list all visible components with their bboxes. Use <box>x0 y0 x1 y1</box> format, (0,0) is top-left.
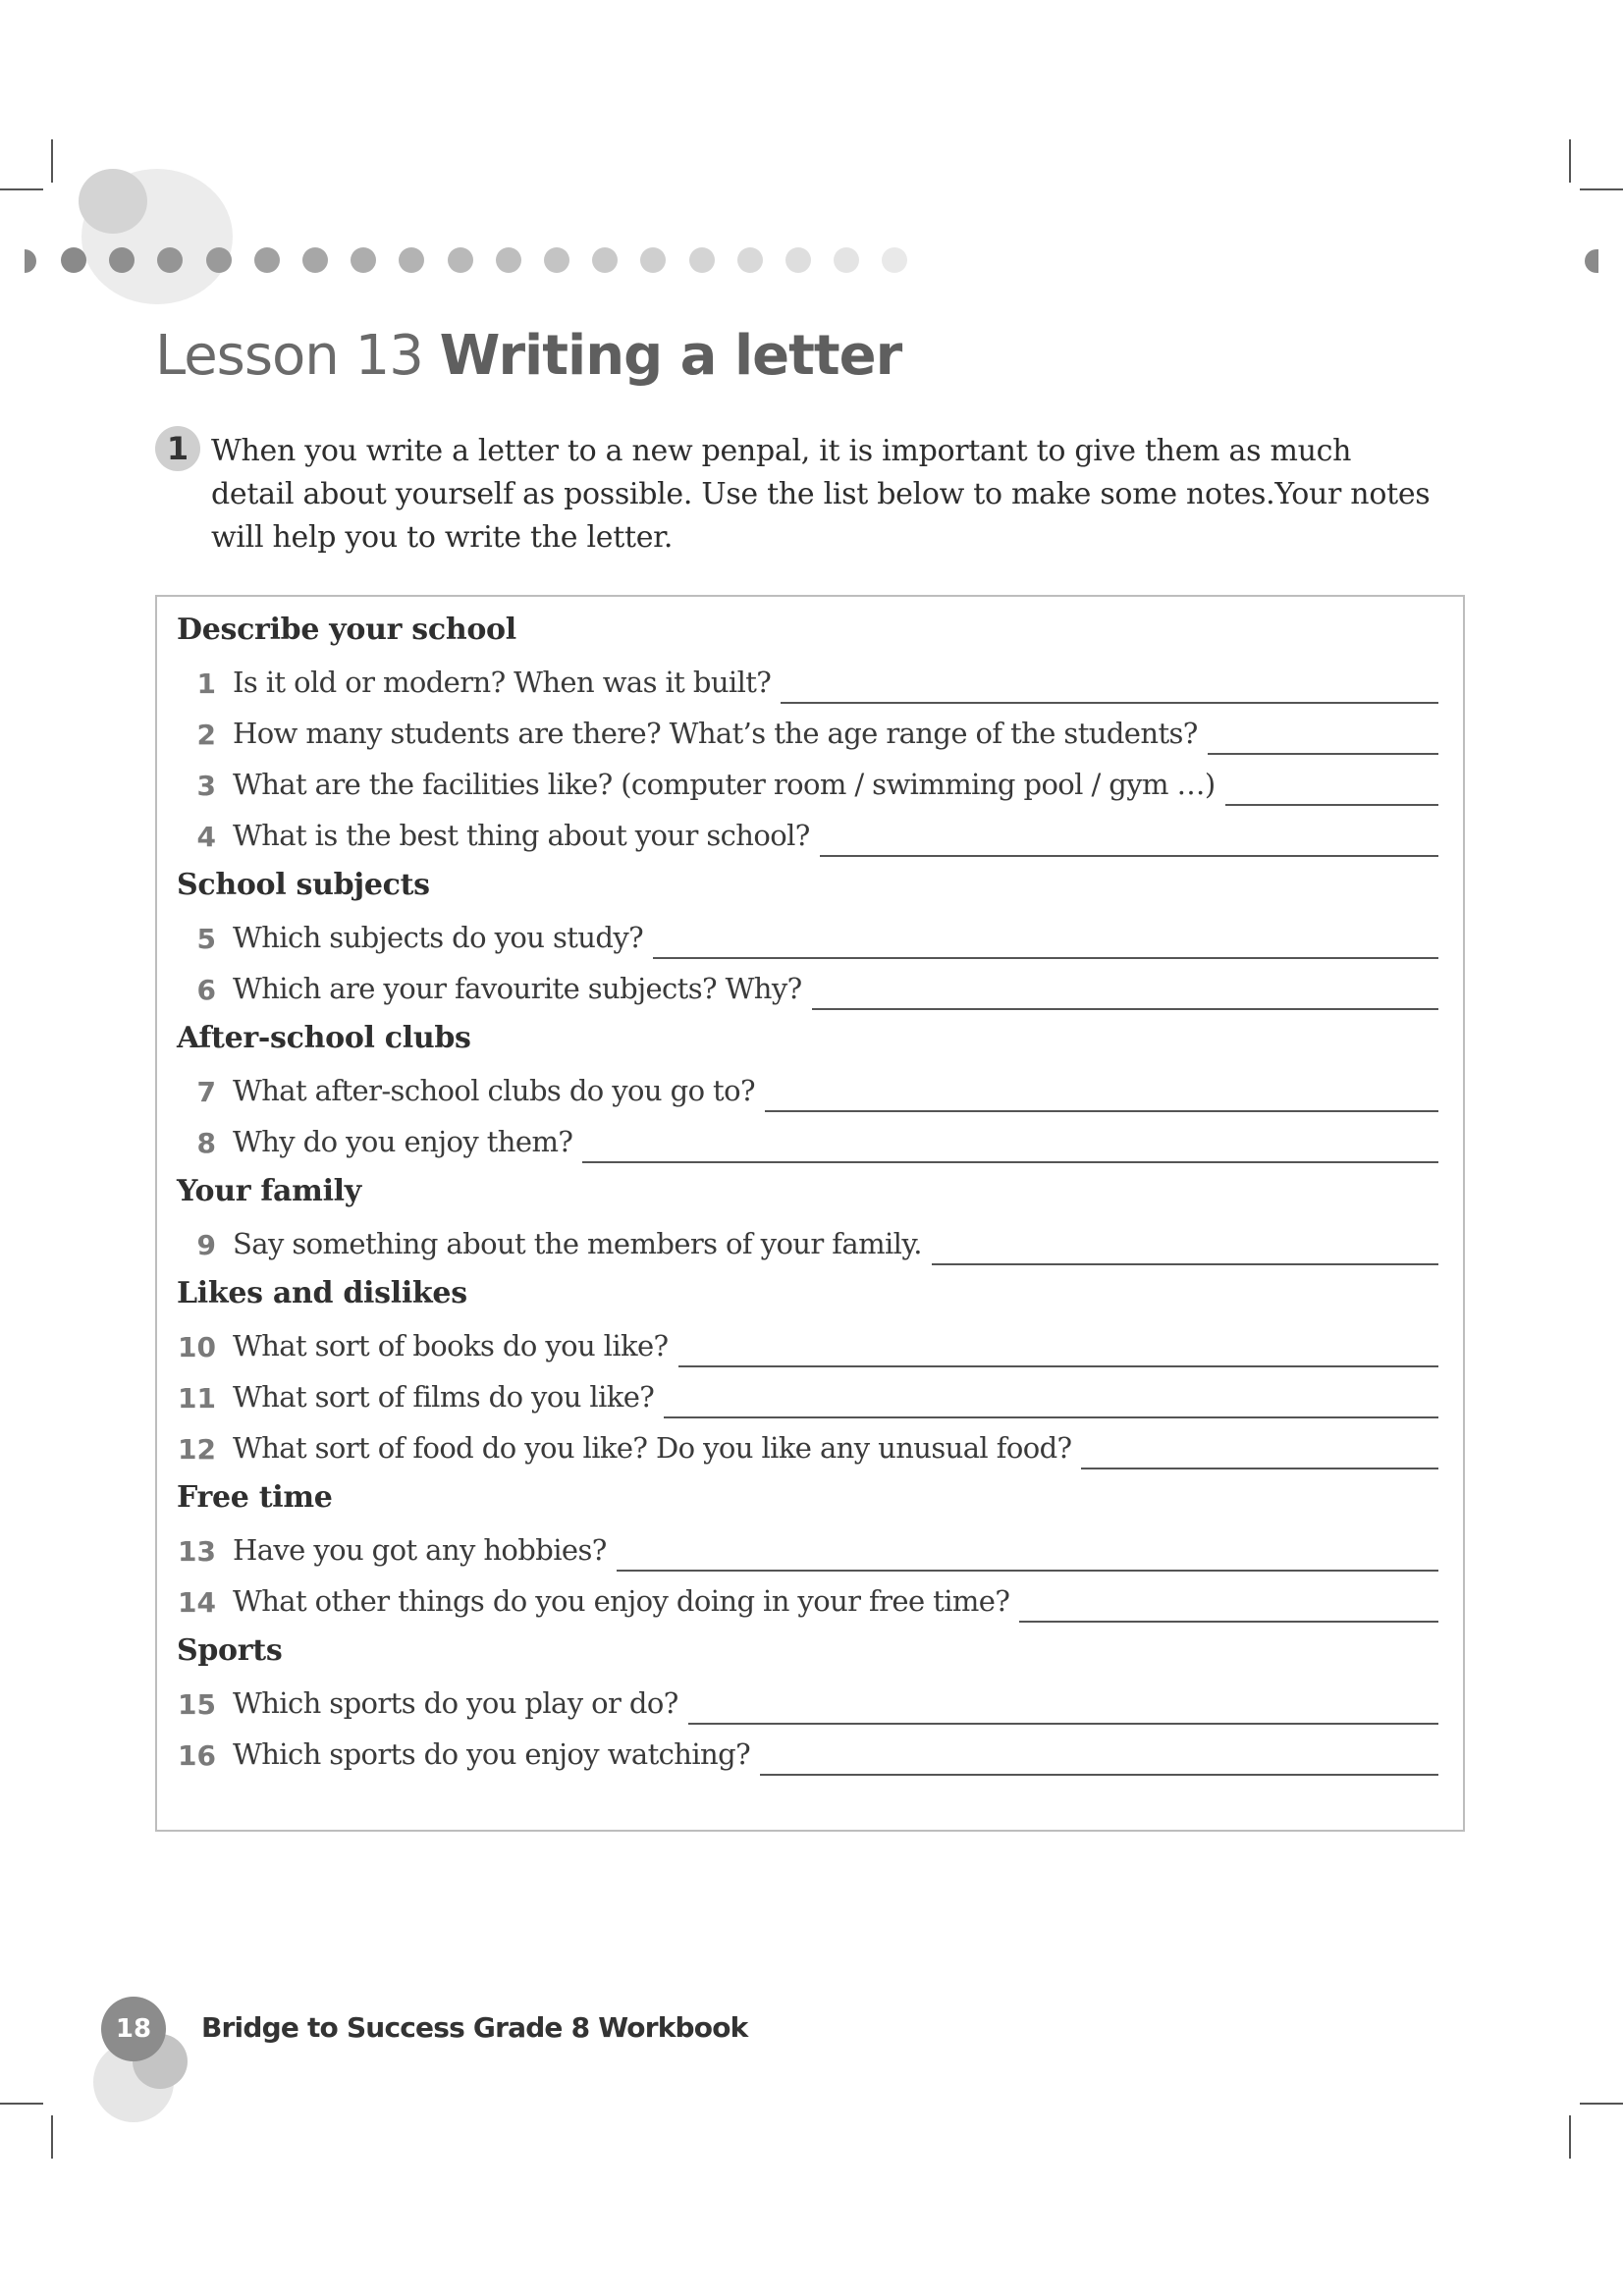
question-text: Say something about the members of your family. <box>233 1227 922 1260</box>
question-number: 6 <box>196 974 216 1006</box>
question-text: What sort of films do you like? <box>233 1380 655 1414</box>
question-text: What are the facilities like? (computer room / swimming pool / gym …) <box>233 768 1216 801</box>
question-number: 5 <box>196 923 216 955</box>
question-number: 1 <box>196 667 216 700</box>
question-number: 3 <box>196 770 216 802</box>
section-heading: School subjects <box>177 868 430 902</box>
question-number: 12 <box>178 1433 216 1466</box>
question-number: 10 <box>178 1331 216 1363</box>
crop-mark <box>0 188 43 190</box>
header-dot <box>689 247 715 273</box>
question-row <box>177 1076 1438 1115</box>
question-text: Which subjects do you study? <box>233 921 644 954</box>
section-heading: After-school clubs <box>177 1021 471 1055</box>
header-dot <box>496 247 521 273</box>
header-half-dot-right <box>1585 249 1598 273</box>
answer-line[interactable] <box>617 1570 1438 1572</box>
question-number: 4 <box>196 821 216 853</box>
question-text: Which sports do you enjoy watching? <box>233 1737 751 1771</box>
lesson-label: Lesson 13 <box>155 324 423 388</box>
question-text: Which sports do you play or do? <box>233 1686 678 1720</box>
question-number: 8 <box>196 1127 216 1159</box>
question-text: What sort of books do you like? <box>233 1329 669 1362</box>
answer-line[interactable] <box>582 1161 1438 1163</box>
header-dot <box>640 247 666 273</box>
answer-line[interactable] <box>653 957 1438 959</box>
question-number: 2 <box>196 719 216 751</box>
header-dot <box>157 247 183 273</box>
question-row <box>177 1688 1438 1728</box>
question-text: What other things do you enjoy doing in your free time? <box>233 1584 1010 1618</box>
book-title: Bridge to Success Grade 8 Workbook <box>201 2011 748 2044</box>
header-dot <box>544 247 569 273</box>
answer-line[interactable] <box>1208 753 1438 755</box>
header-dot <box>737 247 763 273</box>
crop-mark <box>0 2103 43 2105</box>
header-dot <box>351 247 376 273</box>
answer-line[interactable] <box>932 1263 1438 1265</box>
question-row <box>177 1586 1438 1626</box>
question-row <box>177 1382 1438 1421</box>
question-number: 13 <box>178 1535 216 1568</box>
question-row <box>177 1535 1438 1575</box>
exercise-number-badge: 1 <box>155 426 200 471</box>
question-text: What is the best thing about your school? <box>233 819 810 852</box>
lesson-title <box>155 324 901 388</box>
header-dot <box>109 247 135 273</box>
answer-line[interactable] <box>1225 804 1438 806</box>
question-number: 16 <box>178 1739 216 1772</box>
question-row <box>177 719 1438 758</box>
question-number: 7 <box>196 1076 216 1108</box>
header-dot <box>834 247 859 273</box>
question-row <box>177 667 1438 707</box>
header-dot <box>882 247 907 273</box>
answer-line[interactable] <box>820 855 1438 857</box>
header-decor-circle-small <box>79 169 147 234</box>
answer-line[interactable] <box>781 702 1438 704</box>
page-number: 18 <box>101 1997 166 2061</box>
section-heading: Free time <box>177 1480 333 1515</box>
question-row <box>177 1433 1438 1472</box>
question-number: 9 <box>196 1229 216 1261</box>
section-heading: Likes and dislikes <box>177 1276 467 1310</box>
crop-mark <box>51 2115 53 2159</box>
header-dot <box>206 247 232 273</box>
question-text: Is it old or modern? When was it built? <box>233 666 772 699</box>
question-row <box>177 1331 1438 1370</box>
exercise-instructions: When you write a letter to a new penpal, it is important to give them as much detail about yourself as possible. Use the list below to make some notes.Your notes will help you to write the letter. <box>211 434 1431 555</box>
section-heading: Your family <box>177 1174 361 1208</box>
question-number: 11 <box>178 1382 216 1415</box>
question-text: Have you got any hobbies? <box>233 1533 607 1567</box>
crop-mark <box>1569 2115 1571 2159</box>
question-number: 14 <box>178 1586 216 1619</box>
question-text: Which are your favourite subjects? Why? <box>233 972 802 1005</box>
section-heading: Sports <box>177 1633 283 1668</box>
header-dot <box>254 247 280 273</box>
crop-mark <box>1580 188 1623 190</box>
section-heading: Describe your school <box>177 613 516 647</box>
question-number: 15 <box>178 1688 216 1721</box>
lesson-heading: Writing a letter <box>439 324 902 388</box>
answer-line[interactable] <box>812 1008 1438 1010</box>
answer-line[interactable] <box>760 1774 1438 1776</box>
question-row <box>177 821 1438 860</box>
question-row <box>177 1229 1438 1268</box>
answer-line[interactable] <box>664 1416 1438 1418</box>
answer-line[interactable] <box>688 1723 1438 1725</box>
question-text: How many students are there? What’s the age range of the students? <box>233 717 1198 750</box>
question-row <box>177 1127 1438 1166</box>
answer-line[interactable] <box>1019 1621 1438 1623</box>
header-dot <box>448 247 473 273</box>
question-text: Why do you enjoy them? <box>233 1125 573 1158</box>
header-dot <box>785 247 811 273</box>
question-text: What after-school clubs do you go to? <box>233 1074 755 1107</box>
header-dot-row <box>25 247 928 277</box>
answer-line[interactable] <box>678 1365 1438 1367</box>
header-dot <box>61 247 86 273</box>
answer-line[interactable] <box>1081 1468 1438 1469</box>
header-dot <box>302 247 328 273</box>
question-text: What sort of food do you like? Do you like any unusual food? <box>233 1431 1072 1465</box>
crop-mark <box>1569 139 1571 183</box>
header-dot <box>592 247 618 273</box>
question-row <box>177 1739 1438 1779</box>
question-row <box>177 923 1438 962</box>
answer-line[interactable] <box>765 1110 1438 1112</box>
question-row <box>177 770 1438 809</box>
question-row <box>177 974 1438 1013</box>
crop-mark <box>51 139 53 183</box>
crop-mark <box>1580 2103 1623 2105</box>
header-dot <box>399 247 424 273</box>
